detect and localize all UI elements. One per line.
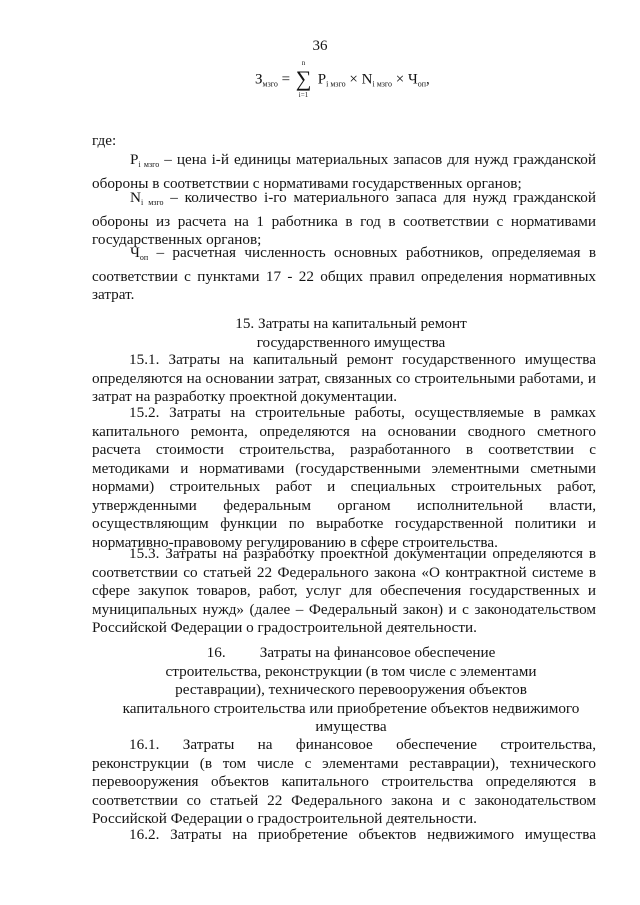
where-label: где: — [92, 132, 117, 149]
definition-ch — [92, 244, 596, 305]
section-16-number: 16. — [206, 644, 226, 661]
para-line: нормативно-правовому регулированию в сфере строительства. — [92, 533, 498, 551]
para-line: затрат на разработку проектной документации. — [92, 388, 397, 405]
para-line: расчета стоимости строительства, разработанного в соответствии с — [92, 441, 596, 458]
paragraph-15-3 — [92, 545, 596, 638]
sum-upper-limit: n — [301, 59, 306, 67]
def-ch-line-3: затрат. — [92, 286, 135, 303]
formula-p: P — [317, 71, 327, 88]
page-number: 36 — [312, 38, 328, 54]
def-n-line-2: обороны из расчета на 1 работника в год в соответствии с нормативами — [92, 212, 596, 230]
def-ch-line-1: – расчетная численность основных работников, определяемая в — [148, 244, 596, 261]
para-line: осуществляющим функции по выработке государственной политики и — [92, 515, 596, 532]
para-line: нормами) строительных работ и специальных строительных работ, — [92, 478, 596, 495]
section-16-heading — [92, 644, 596, 737]
formula-times-2: × — [395, 71, 405, 88]
def-p-line-2: обороны в соответствии с нормативами государственных органов; — [92, 174, 522, 192]
section-15-heading — [92, 315, 596, 352]
formula-lhs-sub: мзго — [262, 79, 278, 89]
formula-lhs: З — [255, 71, 263, 88]
def-p-sub: i мзго — [138, 160, 160, 169]
para-line: сфере закупок товаров, работ, услуг для обеспечения государственных и — [92, 582, 596, 599]
def-n-line-1: – количество i-го материального запаса для нужд гражданской — [163, 189, 596, 206]
sigma-glyph: ∑ — [295, 66, 312, 91]
section-16-heading-line-5: имущества — [315, 718, 387, 735]
para-line: Российской Федерации о градостроительной деятельности. — [92, 619, 477, 636]
paragraph-15-2 — [92, 404, 596, 552]
para-line: реконструкции (в том числе с элементами реставрации), технического — [92, 754, 596, 772]
def-ch-line-2: соответствии с пунктами 17 - 22 общих правил определения нормативных — [92, 267, 596, 285]
para-line: 15.1. Затраты на капитальный ремонт государственного имущества — [129, 351, 596, 368]
section-16-heading-line-3: реставрации), технического перевооружения объектов — [175, 681, 527, 698]
def-n-line-3: государственных органов; — [92, 231, 262, 248]
paragraph-16-2 — [92, 826, 596, 845]
para-line: перевооружения объектов капитального строительства определяются в — [92, 773, 596, 790]
formula-ch-sub: оп — [417, 79, 427, 89]
para-line: методиками и нормативами (государственными элементными сметными — [92, 459, 596, 477]
formula-n-sub: i мзго — [372, 79, 393, 89]
para-line: соответствии со статьей 22 Федерального закона «О контрактной системе в — [92, 563, 596, 581]
para-line: Российской Федерации о градостроительной деятельности. — [92, 810, 477, 827]
def-n-sub: i мзго — [140, 198, 164, 207]
para-line: соответствии со статьей 22 Федерального закона и с законодательством — [92, 791, 596, 809]
formula-n: N — [361, 71, 373, 88]
def-n-symbol: N — [130, 189, 141, 206]
formula-end: , — [426, 71, 430, 88]
def-p-symbol: P — [130, 151, 139, 168]
para-line: капитального ремонта, определяются на основании сводного сметного — [92, 422, 596, 440]
paragraph-15-1 — [92, 351, 596, 407]
para-line: 16.1. Затраты на финансовое обеспечение строительства, — [129, 736, 596, 753]
definition-n — [92, 189, 596, 250]
section-16-heading-line-4: капитального строительства или приобретение объектов недвижимого — [122, 699, 580, 717]
para-line: 15.3. Затраты на разработку проектной документации определяются в — [129, 545, 596, 562]
definition-p — [92, 151, 596, 193]
para-line: утвержденными федеральным органом исполнительной власти, — [92, 496, 596, 514]
para-line: муниципальных нужд» (далее – Федеральный закон) и с законодательством — [92, 600, 596, 618]
formula-p-sub: i мзго — [326, 79, 346, 89]
formula-times-1: × — [349, 71, 358, 88]
def-p-line-1: – цена i-й единицы материальных запасов для нужд гражданской — [159, 151, 596, 168]
def-ch-symbol: Ч — [130, 244, 140, 261]
section-16-heading-line-2: строительства, реконструкции (в том числе с элементами — [165, 662, 537, 680]
section-15-heading-line-1: 15. Затраты на капитальный ремонт — [235, 315, 467, 332]
formula-ch: Ч — [407, 71, 418, 88]
section-15-heading-line-2: государственного имущества — [256, 333, 446, 351]
formula-equals: = — [281, 71, 291, 88]
sum-lower-limit: i=1 — [298, 91, 309, 99]
sum-symbol — [295, 59, 316, 99]
def-ch-sub: оп — [139, 253, 149, 262]
section-16-heading-line-1: Затраты на финансовое обеспечение — [259, 644, 496, 661]
para-line: 16.2. Затраты на приобретение объектов недвижимого имущества — [129, 826, 596, 843]
para-line: 15.2. Затраты на строительные работы, осуществляемые в рамках — [129, 404, 596, 421]
para-line: определяются на основании затрат, связанных со строительными работами, и — [92, 369, 596, 387]
cost-formula — [255, 59, 430, 99]
paragraph-16-1 — [92, 736, 596, 829]
